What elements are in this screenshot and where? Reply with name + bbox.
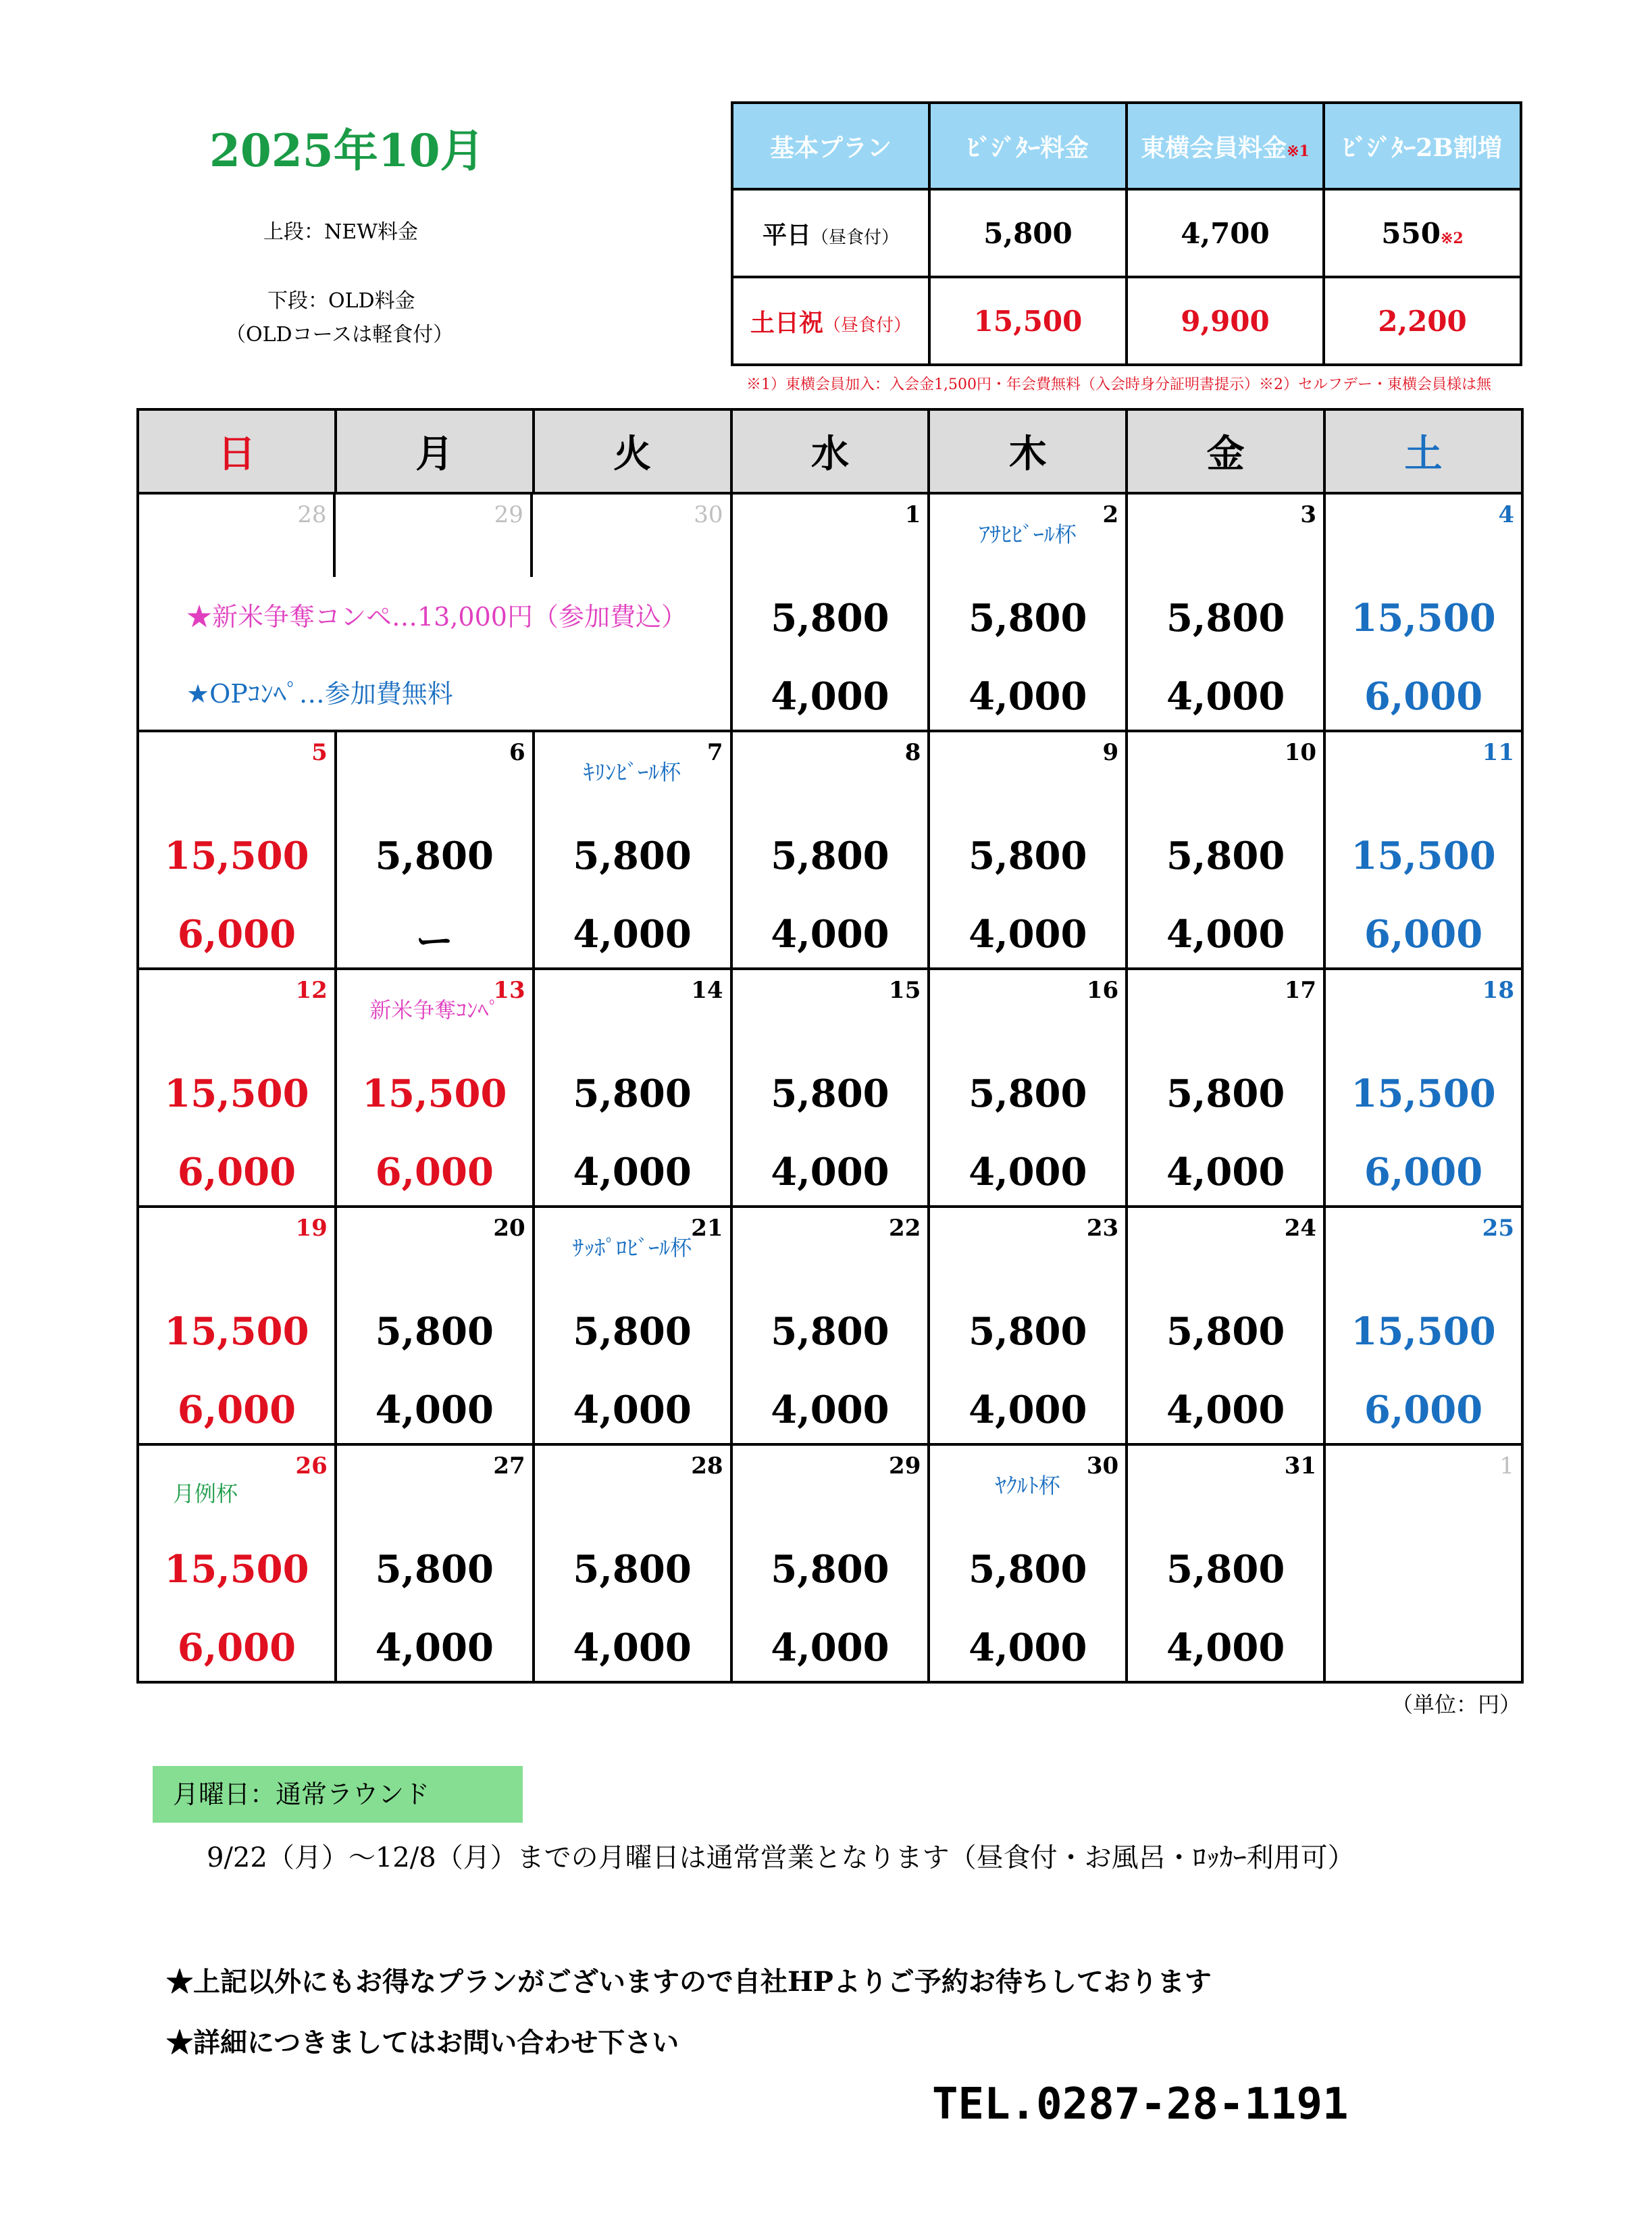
price-old: 4,000 xyxy=(771,674,889,719)
price-new: 15,500 xyxy=(1351,1309,1496,1354)
price-old: 6,000 xyxy=(1364,1388,1483,1432)
day-cell-7 xyxy=(534,731,731,969)
price-old: 6,000 xyxy=(1364,674,1483,719)
note-2: ★詳細につきましてはお問い合わせ下さい xyxy=(166,2027,679,2058)
day-number: 19 xyxy=(295,1215,328,1242)
price-new: 15,500 xyxy=(164,1309,309,1354)
price-new: 15,500 xyxy=(1351,596,1496,640)
day-number: 21 xyxy=(691,1215,723,1242)
price-old: 4,000 xyxy=(1166,674,1285,719)
weekday-label: 平日（昼食付） xyxy=(732,189,929,277)
day-cell-20 xyxy=(336,1207,534,1444)
lower-note: 下段：OLD料金 xyxy=(267,289,415,313)
day-number: 22 xyxy=(889,1215,921,1242)
day-cell-3 xyxy=(1127,493,1324,731)
day-number: 28 xyxy=(691,1452,723,1480)
day-number: 8 xyxy=(904,739,921,766)
dow-fri: 金 xyxy=(1127,409,1324,493)
day-number: 1 xyxy=(1499,1452,1514,1480)
price-old: 6,000 xyxy=(1364,912,1483,957)
day-number: 31 xyxy=(1284,1452,1317,1480)
price-old: 4,000 xyxy=(969,674,1087,719)
price-old: 4,000 xyxy=(771,912,889,957)
price-table-header xyxy=(732,103,1521,189)
price-old: 4,000 xyxy=(375,1388,494,1432)
next-day-1 xyxy=(1324,1444,1522,1682)
day-cell-13 xyxy=(336,969,534,1207)
day-number: 25 xyxy=(1482,1215,1514,1242)
price-new: 15,500 xyxy=(164,1071,309,1116)
price-new: 5,800 xyxy=(969,834,1087,878)
price-old: 4,000 xyxy=(969,912,1087,957)
day-cell-26 xyxy=(138,1444,336,1682)
price-footnote: ※1）東横会員加入：入会金1,500円・年会費無料（入会時身分証明書提示）※2）セルフデー・東横会員様は無 xyxy=(746,376,1491,393)
price-new: 5,800 xyxy=(969,1071,1087,1116)
day-cell-8 xyxy=(731,731,929,969)
weekday-extra: 550※2 xyxy=(1324,189,1521,277)
price-old: 4,000 xyxy=(1166,912,1285,957)
day-cell-29 xyxy=(731,1444,929,1682)
prev-day-30 xyxy=(533,495,730,577)
campaign-shinmai: ★新米争奪コンペ…13,000円（参加費込） xyxy=(186,602,687,632)
day-cell-6 xyxy=(336,731,534,969)
holiday-label: 土日祝（昼食付） xyxy=(732,277,929,365)
row-weekday xyxy=(732,189,1521,277)
campaign-cell xyxy=(138,493,731,731)
day-number: 7 xyxy=(706,739,723,766)
price-new: 5,800 xyxy=(573,1309,692,1354)
dow-sun: 日 xyxy=(138,409,336,493)
weekday-visitor: 5,800 xyxy=(929,189,1127,277)
day-number: 29 xyxy=(889,1452,921,1480)
day-number: 20 xyxy=(493,1215,525,1242)
price-new: 15,500 xyxy=(164,834,309,878)
dow-wed: 水 xyxy=(731,409,929,493)
price-old: 6,000 xyxy=(177,1625,296,1670)
price-old: 6,000 xyxy=(177,1388,296,1432)
day-cell-1 xyxy=(731,493,929,731)
price-new: 5,800 xyxy=(771,596,889,640)
price-new: 5,800 xyxy=(1166,596,1285,640)
price-old: 4,000 xyxy=(573,1388,692,1432)
day-cell-27 xyxy=(336,1444,534,1682)
day-number: 15 xyxy=(889,977,921,1004)
day-cell-9 xyxy=(929,731,1127,969)
monday-badge: 月曜日：通常ラウンド xyxy=(153,1766,523,1823)
day-number: 24 xyxy=(1284,1215,1317,1242)
weekday-member: 4,700 xyxy=(1127,189,1324,277)
price-new: 5,800 xyxy=(771,1547,889,1592)
event-label: ｻｯﾎﾟﾛﾋﾞｰﾙ杯 xyxy=(573,1235,692,1261)
dow-tue: 火 xyxy=(534,409,731,493)
day-number: 27 xyxy=(493,1452,525,1480)
day-cell-31 xyxy=(1127,1444,1324,1682)
day-cell-12 xyxy=(138,969,336,1207)
price-old: 6,000 xyxy=(1364,1150,1483,1194)
tel-number: TEL.0287-28-1191 xyxy=(932,2079,1349,2129)
day-number: 29 xyxy=(494,501,523,528)
monday-text: 9/22（月）～12/8（月）までの月曜日は通常営業となります（昼食付・お風呂・ﾛｯｶｰ利用可） xyxy=(207,1842,1355,1873)
price-new: 5,800 xyxy=(771,1071,889,1116)
day-number: 16 xyxy=(1086,977,1119,1004)
price-old: 6,000 xyxy=(177,912,296,957)
day-cell-15 xyxy=(731,969,929,1207)
day-cell-19 xyxy=(138,1207,336,1444)
day-cell-25 xyxy=(1324,1207,1522,1444)
day-cell-5 xyxy=(138,731,336,969)
price-new: 5,800 xyxy=(1166,1547,1285,1592)
day-number: 30 xyxy=(1086,1452,1119,1480)
price-old: 4,000 xyxy=(573,912,692,957)
dow-thu: 木 xyxy=(929,409,1127,493)
week-row-1 xyxy=(138,493,1522,731)
event-label: 新米争奪ｺﾝﾍﾟ xyxy=(369,997,500,1023)
event-label: ｷﾘﾝﾋﾞｰﾙ杯 xyxy=(584,759,681,785)
day-number: 12 xyxy=(295,977,328,1004)
lower-note-sub: （OLDコースは軽食付） xyxy=(226,323,454,347)
price-new: 5,800 xyxy=(375,1309,494,1354)
day-number: 6 xyxy=(509,739,525,766)
holiday-member: 9,900 xyxy=(1127,277,1324,365)
calendar xyxy=(136,408,1524,1684)
price-old: 4,000 xyxy=(969,1150,1087,1194)
price-old: 4,000 xyxy=(771,1625,889,1670)
price-new: 5,800 xyxy=(573,1547,692,1592)
price-old: 4,000 xyxy=(771,1388,889,1432)
weekday-header xyxy=(138,409,1522,493)
day-cell-24 xyxy=(1127,1207,1324,1444)
day-number: 14 xyxy=(691,977,723,1004)
week-row-4 xyxy=(138,1207,1522,1444)
day-cell-21 xyxy=(534,1207,731,1444)
day-number: 23 xyxy=(1086,1215,1119,1242)
day-number: 10 xyxy=(1284,739,1317,766)
price-new: 5,800 xyxy=(573,1071,692,1116)
price-old: 4,000 xyxy=(1166,1150,1285,1194)
day-number: 17 xyxy=(1284,977,1317,1004)
row-holiday xyxy=(732,277,1521,365)
week-row-2 xyxy=(138,731,1522,969)
price-new: 15,500 xyxy=(362,1071,507,1116)
day-number: 3 xyxy=(1300,501,1317,528)
day-number: 1 xyxy=(904,501,921,528)
day-cell-4 xyxy=(1324,493,1522,731)
price-old: 4,000 xyxy=(771,1150,889,1194)
day-number: 9 xyxy=(1102,739,1119,766)
day-cell-18 xyxy=(1324,969,1522,1207)
price-new: 15,500 xyxy=(1351,834,1496,878)
price-new: 5,800 xyxy=(771,834,889,878)
event-label: ｱｻﾋﾋﾞｰﾙ杯 xyxy=(979,522,1077,547)
price-old: 4,000 xyxy=(969,1625,1087,1670)
day-number: 30 xyxy=(694,501,723,528)
header-extra: ﾋﾞｼﾞﾀｰ2B割増 xyxy=(1324,103,1521,189)
price-old: 4,000 xyxy=(1166,1388,1285,1432)
day-number: 11 xyxy=(1482,739,1514,766)
week-row-3 xyxy=(138,969,1522,1207)
price-old: 6,000 xyxy=(375,1150,494,1194)
price-old-none: ー xyxy=(415,919,454,964)
day-cell-28 xyxy=(534,1444,731,1682)
prev-day-28 xyxy=(139,495,336,577)
day-number: 2 xyxy=(1102,501,1119,528)
price-new: 5,800 xyxy=(969,1309,1087,1354)
campaign-op: ★OPｺﾝﾍﾟ…参加費無料 xyxy=(186,679,453,709)
week-row-5 xyxy=(138,1444,1522,1682)
price-old: 4,000 xyxy=(1166,1625,1285,1670)
upper-note: 上段：NEW料金 xyxy=(263,220,418,244)
price-new: 5,800 xyxy=(969,596,1087,640)
price-new: 15,500 xyxy=(1351,1071,1496,1116)
day-cell-22 xyxy=(731,1207,929,1444)
unit-label: （単位：円） xyxy=(1391,1692,1522,1717)
day-number: 5 xyxy=(311,739,328,766)
header-plan: 基本プラン xyxy=(732,103,929,189)
day-number: 13 xyxy=(493,977,525,1004)
event-label: 月例杯 xyxy=(173,1481,238,1507)
price-new: 15,500 xyxy=(164,1547,309,1592)
price-old: 4,000 xyxy=(375,1625,494,1670)
holiday-extra: 2,200 xyxy=(1324,277,1521,365)
page-title: 2025年10月 xyxy=(209,124,485,177)
price-old: 6,000 xyxy=(177,1150,296,1194)
day-number: 26 xyxy=(295,1452,328,1480)
price-old: 4,000 xyxy=(573,1150,692,1194)
day-cell-2 xyxy=(929,493,1127,731)
price-new: 5,800 xyxy=(771,1309,889,1354)
event-label: ﾔｸﾙﾄ杯 xyxy=(995,1473,1060,1498)
price-old: 4,000 xyxy=(573,1625,692,1670)
day-number: 28 xyxy=(297,501,327,528)
day-cell-23 xyxy=(929,1207,1127,1444)
holiday-visitor: 15,500 xyxy=(929,277,1127,365)
price-new: 5,800 xyxy=(375,834,494,878)
dow-mon: 月 xyxy=(336,409,534,493)
price-old: 4,000 xyxy=(969,1388,1087,1432)
price-new: 5,800 xyxy=(1166,834,1285,878)
price-table xyxy=(731,101,1522,366)
price-new: 5,800 xyxy=(573,834,692,878)
day-cell-14 xyxy=(534,969,731,1207)
day-cell-10 xyxy=(1127,731,1324,969)
day-cell-11 xyxy=(1324,731,1522,969)
day-cell-16 xyxy=(929,969,1127,1207)
price-new: 5,800 xyxy=(1166,1309,1285,1354)
note-1: ★上記以外にもお得なプランがございますので自社HPよりご予約お待ちしております xyxy=(166,1966,1212,1998)
price-new: 5,800 xyxy=(969,1547,1087,1592)
day-cell-30 xyxy=(929,1444,1127,1682)
day-cell-17 xyxy=(1127,969,1324,1207)
dow-sat: 土 xyxy=(1324,409,1522,493)
day-number: 4 xyxy=(1498,501,1514,528)
price-new: 5,800 xyxy=(1166,1071,1285,1116)
header-member: 東横会員料金※1 xyxy=(1127,103,1324,189)
header-visitor: ﾋﾞｼﾞﾀｰ料金 xyxy=(929,103,1127,189)
price-new: 5,800 xyxy=(375,1547,494,1592)
day-number: 18 xyxy=(1482,977,1514,1004)
prev-day-29 xyxy=(336,495,532,577)
